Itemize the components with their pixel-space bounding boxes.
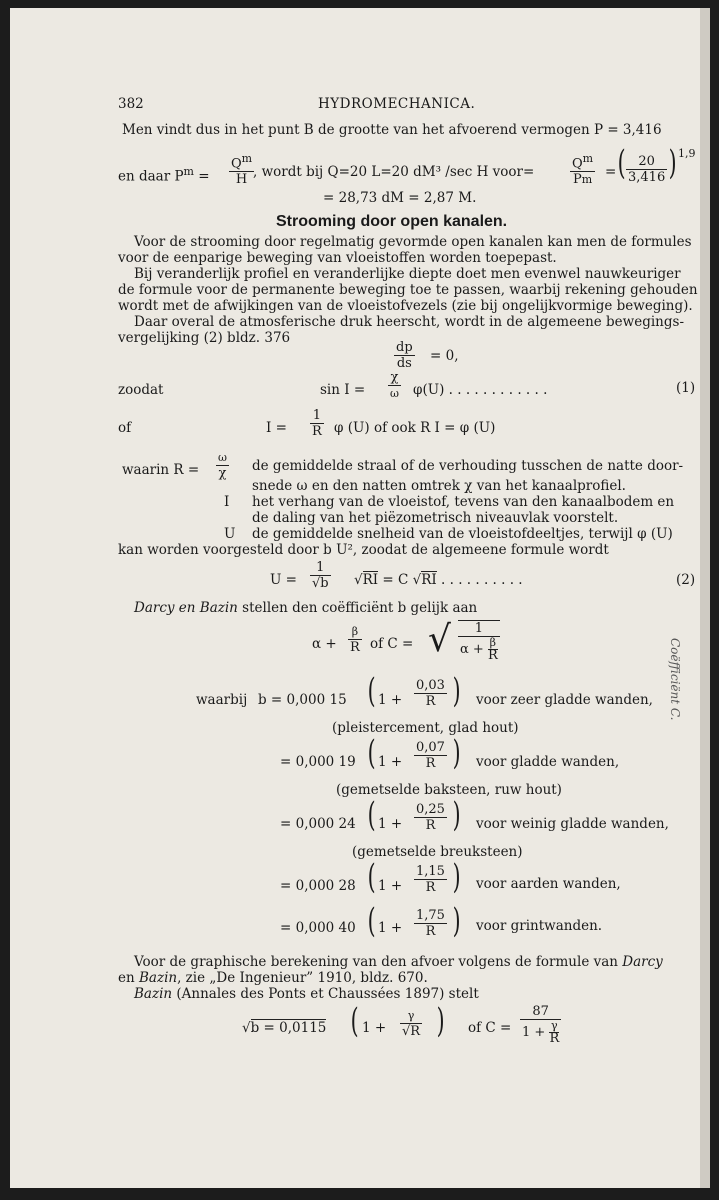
equals-sign: =	[605, 164, 617, 180]
of-lhs: I =	[266, 420, 287, 436]
row-0-note: (pleistercement, glad hout)	[332, 720, 519, 736]
row-1-desc: voor gladde wanden,	[476, 754, 620, 770]
row-1-frac: 0,07 R	[416, 740, 445, 771]
page-number: 382	[118, 96, 144, 112]
fraction-20-3416: 20 3,416	[628, 154, 666, 185]
para-2b: de formule voor de permanente beweging toe te passen, waarbij rekening gehouden	[118, 282, 698, 298]
final-paren-l: (	[350, 1001, 359, 1041]
row-1-oneplus: 1 +	[378, 754, 403, 770]
row-2-paren-r: )	[452, 795, 461, 835]
footer-line-3: Bazin (Annales des Ponts et Chaussées 1897) stelt	[134, 986, 479, 1002]
label-waarin: waarin R =	[122, 462, 200, 478]
row-2-note: (gemetselde breuksteen)	[352, 844, 523, 860]
exponent: 1,9	[678, 147, 696, 160]
label-waarbij: waarbij	[196, 692, 248, 708]
eq1-number: (1)	[676, 380, 696, 396]
row-0-oneplus: 1 +	[378, 692, 403, 708]
intro-line-2a: en daar $P^m$ =	[118, 165, 210, 185]
eq2-number: (2)	[676, 572, 696, 588]
para-3b: vergelijking (2) bldz. 376	[118, 330, 291, 346]
footer-line-2: en Bazin, zie „De Ingenieur” 1910, bldz. 670.	[118, 970, 428, 986]
row-4-oneplus: 1 +	[378, 920, 403, 936]
label-I: I	[224, 494, 230, 510]
para-2a: Bij veranderlijk profiel en veranderlijke diepte doet men evenwel nauwkeuriger	[134, 266, 681, 282]
alpha-lhs: α +	[312, 636, 337, 652]
waarin-r2: snede ω en den natten omtrek χ van het kanaalprofiel.	[252, 478, 626, 494]
darcy-line: Darcy en Bazin stellen den coëfficiënt b gelijk aan	[134, 600, 478, 616]
para-1b: voor de eenparige beweging van vloeistoffen worden toepepast.	[118, 250, 557, 266]
eq1-rhs: φ(U) . . . . . . . . . . . .	[413, 382, 548, 398]
paren-right: )	[668, 143, 677, 183]
row-4-lhs: = 0,000 40	[280, 920, 356, 936]
intro-line-3: = 28,73 dM = 2,87 M.	[323, 190, 477, 206]
fraction-dp-ds: dp ds	[396, 340, 413, 371]
row-1-note: (gemetselde baksteen, ruw hout)	[336, 782, 562, 798]
sqrt-fraction: 1 α + β R	[460, 621, 498, 663]
book-page	[10, 8, 710, 1188]
fraction-beta-R-1: β R	[350, 625, 360, 655]
fraction-qm-h: $Q^m$ H	[231, 152, 253, 188]
waarin-i2: de daling van het piëzometrisch niveauvlak voorstelt.	[252, 510, 619, 526]
running-title: HYDROMECHANICA.	[318, 96, 476, 112]
row-2-oneplus: 1 +	[378, 816, 403, 832]
eq2-lhs: U =	[270, 572, 297, 588]
sqrt-sign: √	[428, 619, 451, 660]
label-zoodat: zoodat	[118, 382, 164, 398]
row-2-frac: 0,25 R	[416, 802, 445, 833]
section-title: Strooming door open kanalen.	[276, 213, 508, 230]
fraction-chi-omega: χ ω	[390, 370, 399, 400]
margin-note: Coëfficiënt C.	[668, 638, 682, 721]
row-2-lhs: = 0,000 24	[280, 816, 356, 832]
row-0-desc: voor zeer gladde wanden,	[476, 692, 653, 708]
row-1-lhs: = 0,000 19	[280, 754, 356, 770]
row-3-frac: 1,15 R	[416, 864, 445, 895]
row-0-frac: 0,03 R	[416, 678, 445, 709]
row-4-frac: 1,75 R	[416, 908, 445, 939]
row-4-paren-r: )	[452, 901, 461, 941]
row-0-paren-r: )	[452, 671, 461, 711]
final-frac-87: 87 1 + γ R	[522, 1004, 560, 1046]
eq1-lhs: sin I =	[320, 382, 366, 398]
para-1a: Voor de strooming door regelmatig gevormde open kanalen kan men de formules	[134, 234, 692, 250]
eq-dp-rest: = 0,	[430, 348, 459, 364]
row-4-desc: voor grintwanden.	[476, 918, 603, 934]
fraction-1-R: 1 R	[312, 408, 322, 439]
row-3-paren-r: )	[452, 857, 461, 897]
waarin-u2: kan worden voorgesteld door b U², zoodat de algemeene formule wordt	[118, 542, 609, 558]
fraction-qm-pm: $Q^m$ Pm	[572, 152, 594, 188]
waarin-r1: de gemiddelde straal of de verhouding tusschen de natte door-	[252, 458, 684, 474]
final-paren-r: )	[436, 1001, 445, 1041]
row-0-lhs: b = 0,000 15	[258, 692, 347, 708]
row-2-desc: voor weinig gladde wanden,	[476, 816, 669, 832]
eq2-mid: √RI = C √RI . . . . . . . . . .	[354, 572, 523, 588]
waarin-u1: de gemiddelde snelheid van de vloeistofdeeltjes, terwijl φ (U)	[252, 526, 673, 542]
row-0-paren-l: (	[367, 671, 376, 711]
intro-line-1: Men vindt dus in het punt B de grootte van het afvoerend vermogen P = 3,416	[122, 122, 662, 138]
row-3-lhs: = 0,000 28	[280, 878, 356, 894]
footer-line-1: Voor de graphische berekening van den afvoer volgens de formule van Darcy	[134, 954, 663, 970]
row-1-paren-r: )	[452, 733, 461, 773]
row-3-paren-l: (	[367, 857, 376, 897]
para-2c: wordt met de afwijkingen van de vloeistofvezels (zie bij ongelijkvormige beweging).	[118, 298, 693, 314]
of-rhs: φ (U) of ook R I = φ (U)	[334, 420, 496, 436]
label-of: of	[118, 420, 132, 436]
row-1-paren-l: (	[367, 733, 376, 773]
final-frac-gamma: γ √R	[402, 1009, 421, 1039]
fraction-omega-chi: ω χ	[218, 451, 227, 481]
row-3-oneplus: 1 +	[378, 878, 403, 894]
intro-line-2b: , wordt bij Q=20 L=20 dM³ /sec H voor=	[253, 164, 535, 180]
label-U: U	[224, 526, 236, 542]
para-3a: Daar overal de atmosferische druk heerscht, wordt in de algemeene bewegings-	[134, 314, 685, 330]
row-2-paren-l: (	[367, 795, 376, 835]
final-ofC: of C =	[468, 1020, 512, 1036]
row-3-desc: voor aarden wanden,	[476, 876, 621, 892]
fraction-1-sqrt-b: 1 √b	[312, 560, 329, 591]
paren-left: (	[617, 143, 626, 183]
row-4-paren-l: (	[367, 901, 376, 941]
final-lhs: √b = 0,0115	[242, 1020, 327, 1036]
final-oneplus: 1 +	[362, 1020, 387, 1036]
page-spine	[700, 8, 710, 1188]
waarin-i1: het verhang van de vloeistof, tevens van den kanaalbodem en	[252, 494, 675, 510]
alpha-ofC: of C =	[370, 636, 414, 652]
